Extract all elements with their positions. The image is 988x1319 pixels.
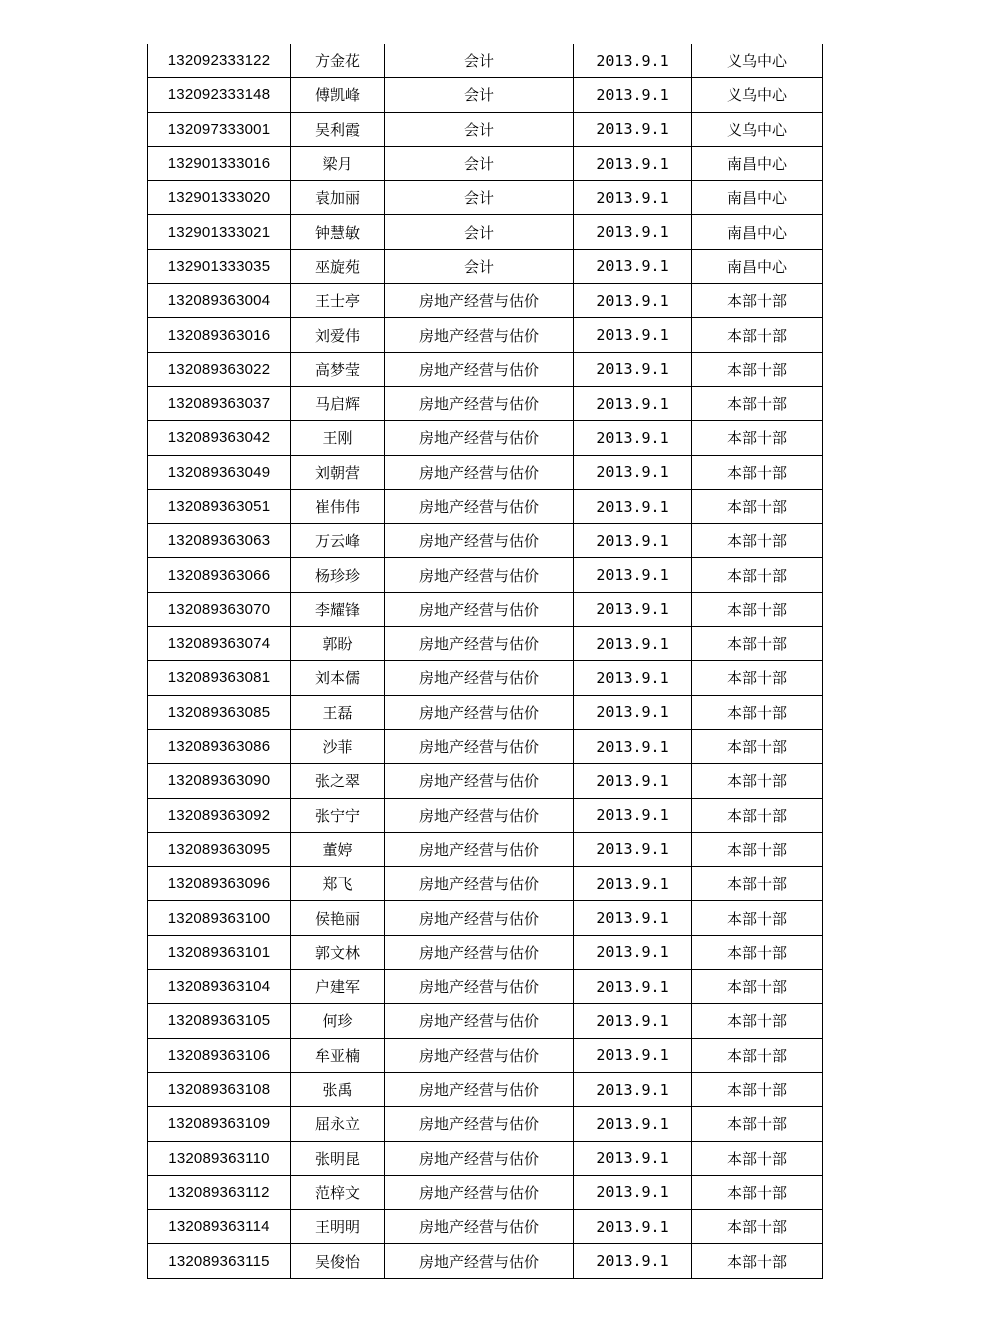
table-row (148, 524, 823, 558)
major-cell: 房地产经营与估价 (385, 764, 574, 798)
major-cell: 房地产经营与估价 (385, 318, 574, 352)
major-cell: 房地产经营与估价 (385, 661, 574, 695)
student-name-cell: 傅凯峰 (291, 78, 385, 112)
student-id-cell: 132089363074 (148, 627, 291, 661)
student-id-cell: 132089363092 (148, 798, 291, 832)
student-name-cell: 张明昆 (291, 1141, 385, 1175)
major-cell: 房地产经营与估价 (385, 1175, 574, 1209)
study-center-cell: 本部十部 (692, 1004, 823, 1038)
student-id-cell: 132089363022 (148, 352, 291, 386)
table-row (148, 284, 823, 318)
enrollment-date-cell: 2013.9.1 (574, 970, 692, 1004)
enrollment-date-cell: 2013.9.1 (574, 1072, 692, 1106)
enrollment-date-cell: 2013.9.1 (574, 318, 692, 352)
student-name-cell: 郑飞 (291, 867, 385, 901)
enrollment-date-cell: 2013.9.1 (574, 489, 692, 523)
major-cell: 房地产经营与估价 (385, 798, 574, 832)
student-id-cell: 132089363106 (148, 1038, 291, 1072)
table-row (148, 44, 823, 78)
study-center-cell: 本部十部 (692, 729, 823, 763)
study-center-cell: 本部十部 (692, 592, 823, 626)
enrollment-date-cell: 2013.9.1 (574, 455, 692, 489)
study-center-cell: 本部十部 (692, 524, 823, 558)
study-center-cell: 本部十部 (692, 558, 823, 592)
table-row (148, 935, 823, 969)
table-row (148, 1175, 823, 1209)
study-center-cell: 本部十部 (692, 695, 823, 729)
table-row (148, 1141, 823, 1175)
student-id-cell: 132901333035 (148, 249, 291, 283)
table-row (148, 112, 823, 146)
study-center-cell: 本部十部 (692, 318, 823, 352)
table-row (148, 798, 823, 832)
student-id-cell: 132089363037 (148, 386, 291, 420)
study-center-cell: 本部十部 (692, 970, 823, 1004)
student-name-cell: 董婷 (291, 832, 385, 866)
major-cell: 会计 (385, 181, 574, 215)
table-row (148, 729, 823, 763)
table-row (148, 1210, 823, 1244)
major-cell: 房地产经营与估价 (385, 489, 574, 523)
student-name-cell: 郭文林 (291, 935, 385, 969)
student-id-cell: 132089363016 (148, 318, 291, 352)
enrollment-date-cell: 2013.9.1 (574, 78, 692, 112)
student-name-cell: 李耀锋 (291, 592, 385, 626)
enrollment-date-cell: 2013.9.1 (574, 352, 692, 386)
major-cell: 房地产经营与估价 (385, 1141, 574, 1175)
roster-body (148, 44, 823, 1278)
student-name-cell: 高梦莹 (291, 352, 385, 386)
student-name-cell: 袁加丽 (291, 181, 385, 215)
student-name-cell: 吴俊怡 (291, 1244, 385, 1278)
table-row (148, 1107, 823, 1141)
major-cell: 会计 (385, 112, 574, 146)
student-id-cell: 132901333021 (148, 215, 291, 249)
table-row (148, 489, 823, 523)
student-name-cell: 万云峰 (291, 524, 385, 558)
student-id-cell: 132092333148 (148, 78, 291, 112)
enrollment-date-cell: 2013.9.1 (574, 867, 692, 901)
student-name-cell: 户建军 (291, 970, 385, 1004)
student-name-cell: 王明明 (291, 1210, 385, 1244)
enrollment-date-cell: 2013.9.1 (574, 1038, 692, 1072)
table-row (148, 1004, 823, 1038)
student-id-cell: 132089363108 (148, 1072, 291, 1106)
student-id-cell: 132089363096 (148, 867, 291, 901)
enrollment-date-cell: 2013.9.1 (574, 729, 692, 763)
study-center-cell: 本部十部 (692, 1107, 823, 1141)
student-id-cell: 132089363112 (148, 1175, 291, 1209)
table-row (148, 146, 823, 180)
table-row (148, 1072, 823, 1106)
table-row (148, 455, 823, 489)
major-cell: 房地产经营与估价 (385, 695, 574, 729)
enrollment-date-cell: 2013.9.1 (574, 524, 692, 558)
enrollment-date-cell: 2013.9.1 (574, 112, 692, 146)
student-name-cell: 巫旋苑 (291, 249, 385, 283)
table-row (148, 421, 823, 455)
study-center-cell: 本部十部 (692, 386, 823, 420)
major-cell: 房地产经营与估价 (385, 421, 574, 455)
study-center-cell: 本部十部 (692, 627, 823, 661)
enrollment-date-cell: 2013.9.1 (574, 627, 692, 661)
major-cell: 房地产经营与估价 (385, 386, 574, 420)
student-name-cell: 刘朝营 (291, 455, 385, 489)
table-row (148, 558, 823, 592)
student-id-cell: 132089363051 (148, 489, 291, 523)
major-cell: 房地产经营与估价 (385, 455, 574, 489)
major-cell: 会计 (385, 44, 574, 78)
student-id-cell: 132901333020 (148, 181, 291, 215)
student-name-cell: 郭盼 (291, 627, 385, 661)
enrollment-date-cell: 2013.9.1 (574, 695, 692, 729)
major-cell: 房地产经营与估价 (385, 901, 574, 935)
major-cell: 房地产经营与估价 (385, 352, 574, 386)
student-name-cell: 王磊 (291, 695, 385, 729)
enrollment-date-cell: 2013.9.1 (574, 1141, 692, 1175)
table-row (148, 832, 823, 866)
table-row (148, 661, 823, 695)
study-center-cell: 义乌中心 (692, 44, 823, 78)
roster-table (147, 44, 823, 1279)
student-name-cell: 屈永立 (291, 1107, 385, 1141)
student-name-cell: 牟亚楠 (291, 1038, 385, 1072)
study-center-cell: 南昌中心 (692, 215, 823, 249)
enrollment-date-cell: 2013.9.1 (574, 798, 692, 832)
study-center-cell: 本部十部 (692, 352, 823, 386)
enrollment-date-cell: 2013.9.1 (574, 249, 692, 283)
student-id-cell: 132089363063 (148, 524, 291, 558)
enrollment-date-cell: 2013.9.1 (574, 558, 692, 592)
study-center-cell: 本部十部 (692, 661, 823, 695)
student-id-cell: 132089363070 (148, 592, 291, 626)
student-name-cell: 吴利霞 (291, 112, 385, 146)
study-center-cell: 本部十部 (692, 1038, 823, 1072)
major-cell: 房地产经营与估价 (385, 729, 574, 763)
table-row (148, 78, 823, 112)
student-id-cell: 132089363101 (148, 935, 291, 969)
study-center-cell: 南昌中心 (692, 249, 823, 283)
enrollment-date-cell: 2013.9.1 (574, 1107, 692, 1141)
student-name-cell: 张之翠 (291, 764, 385, 798)
student-name-cell: 刘本儒 (291, 661, 385, 695)
study-center-cell: 本部十部 (692, 1141, 823, 1175)
student-id-cell: 132089363104 (148, 970, 291, 1004)
study-center-cell: 本部十部 (692, 1072, 823, 1106)
major-cell: 会计 (385, 146, 574, 180)
student-name-cell: 刘爱伟 (291, 318, 385, 352)
study-center-cell: 本部十部 (692, 1244, 823, 1278)
table-row (148, 249, 823, 283)
study-center-cell: 本部十部 (692, 421, 823, 455)
student-name-cell: 杨珍珍 (291, 558, 385, 592)
enrollment-date-cell: 2013.9.1 (574, 764, 692, 798)
student-name-cell: 张宁宁 (291, 798, 385, 832)
major-cell: 房地产经营与估价 (385, 1210, 574, 1244)
student-id-cell: 132089363085 (148, 695, 291, 729)
study-center-cell: 本部十部 (692, 798, 823, 832)
study-center-cell: 南昌中心 (692, 146, 823, 180)
student-name-cell: 侯艳丽 (291, 901, 385, 935)
student-id-cell: 132089363105 (148, 1004, 291, 1038)
table-row (148, 1244, 823, 1278)
student-id-cell: 132089363095 (148, 832, 291, 866)
student-name-cell: 王士亭 (291, 284, 385, 318)
enrollment-date-cell: 2013.9.1 (574, 1210, 692, 1244)
student-name-cell: 方金花 (291, 44, 385, 78)
student-name-cell: 何珍 (291, 1004, 385, 1038)
study-center-cell: 本部十部 (692, 832, 823, 866)
enrollment-date-cell: 2013.9.1 (574, 901, 692, 935)
student-id-cell: 132097333001 (148, 112, 291, 146)
study-center-cell: 南昌中心 (692, 181, 823, 215)
study-center-cell: 本部十部 (692, 867, 823, 901)
table-row (148, 695, 823, 729)
study-center-cell: 本部十部 (692, 455, 823, 489)
student-name-cell: 王刚 (291, 421, 385, 455)
table-row (148, 764, 823, 798)
roster-sheet (147, 44, 822, 1279)
student-name-cell: 马启辉 (291, 386, 385, 420)
enrollment-date-cell: 2013.9.1 (574, 592, 692, 626)
major-cell: 房地产经营与估价 (385, 627, 574, 661)
major-cell: 房地产经营与估价 (385, 1107, 574, 1141)
table-row (148, 386, 823, 420)
study-center-cell: 义乌中心 (692, 112, 823, 146)
student-id-cell: 132089363081 (148, 661, 291, 695)
study-center-cell: 义乌中心 (692, 78, 823, 112)
study-center-cell: 本部十部 (692, 1210, 823, 1244)
table-row (148, 1038, 823, 1072)
enrollment-date-cell: 2013.9.1 (574, 421, 692, 455)
student-name-cell: 梁月 (291, 146, 385, 180)
major-cell: 房地产经营与估价 (385, 284, 574, 318)
student-id-cell: 132089363049 (148, 455, 291, 489)
student-id-cell: 132089363090 (148, 764, 291, 798)
student-name-cell: 钟慧敏 (291, 215, 385, 249)
enrollment-date-cell: 2013.9.1 (574, 832, 692, 866)
enrollment-date-cell: 2013.9.1 (574, 181, 692, 215)
student-id-cell: 132092333122 (148, 44, 291, 78)
study-center-cell: 本部十部 (692, 764, 823, 798)
major-cell: 会计 (385, 215, 574, 249)
student-id-cell: 132089363066 (148, 558, 291, 592)
table-row (148, 215, 823, 249)
study-center-cell: 本部十部 (692, 1175, 823, 1209)
table-row (148, 592, 823, 626)
enrollment-date-cell: 2013.9.1 (574, 1244, 692, 1278)
major-cell: 房地产经营与估价 (385, 1244, 574, 1278)
enrollment-date-cell: 2013.9.1 (574, 44, 692, 78)
enrollment-date-cell: 2013.9.1 (574, 284, 692, 318)
student-id-cell: 132089363114 (148, 1210, 291, 1244)
major-cell: 会计 (385, 78, 574, 112)
student-id-cell: 132089363109 (148, 1107, 291, 1141)
study-center-cell: 本部十部 (692, 489, 823, 523)
enrollment-date-cell: 2013.9.1 (574, 1175, 692, 1209)
enrollment-date-cell: 2013.9.1 (574, 1004, 692, 1038)
major-cell: 房地产经营与估价 (385, 832, 574, 866)
major-cell: 房地产经营与估价 (385, 524, 574, 558)
table-row (148, 901, 823, 935)
table-row (148, 352, 823, 386)
student-id-cell: 132089363004 (148, 284, 291, 318)
major-cell: 会计 (385, 249, 574, 283)
enrollment-date-cell: 2013.9.1 (574, 215, 692, 249)
student-id-cell: 132089363042 (148, 421, 291, 455)
major-cell: 房地产经营与估价 (385, 592, 574, 626)
student-name-cell: 范梓文 (291, 1175, 385, 1209)
major-cell: 房地产经营与估价 (385, 1072, 574, 1106)
enrollment-date-cell: 2013.9.1 (574, 386, 692, 420)
table-row (148, 867, 823, 901)
student-name-cell: 沙菲 (291, 729, 385, 763)
table-row (148, 970, 823, 1004)
study-center-cell: 本部十部 (692, 901, 823, 935)
student-id-cell: 132901333016 (148, 146, 291, 180)
student-id-cell: 132089363100 (148, 901, 291, 935)
student-id-cell: 132089363110 (148, 1141, 291, 1175)
major-cell: 房地产经营与估价 (385, 867, 574, 901)
study-center-cell: 本部十部 (692, 284, 823, 318)
student-id-cell: 132089363115 (148, 1244, 291, 1278)
table-row (148, 627, 823, 661)
enrollment-date-cell: 2013.9.1 (574, 146, 692, 180)
enrollment-date-cell: 2013.9.1 (574, 935, 692, 969)
student-name-cell: 张禹 (291, 1072, 385, 1106)
table-row (148, 181, 823, 215)
major-cell: 房地产经营与估价 (385, 558, 574, 592)
enrollment-date-cell: 2013.9.1 (574, 661, 692, 695)
student-id-cell: 132089363086 (148, 729, 291, 763)
table-row (148, 318, 823, 352)
major-cell: 房地产经营与估价 (385, 970, 574, 1004)
study-center-cell: 本部十部 (692, 935, 823, 969)
major-cell: 房地产经营与估价 (385, 1004, 574, 1038)
major-cell: 房地产经营与估价 (385, 935, 574, 969)
major-cell: 房地产经营与估价 (385, 1038, 574, 1072)
student-name-cell: 崔伟伟 (291, 489, 385, 523)
